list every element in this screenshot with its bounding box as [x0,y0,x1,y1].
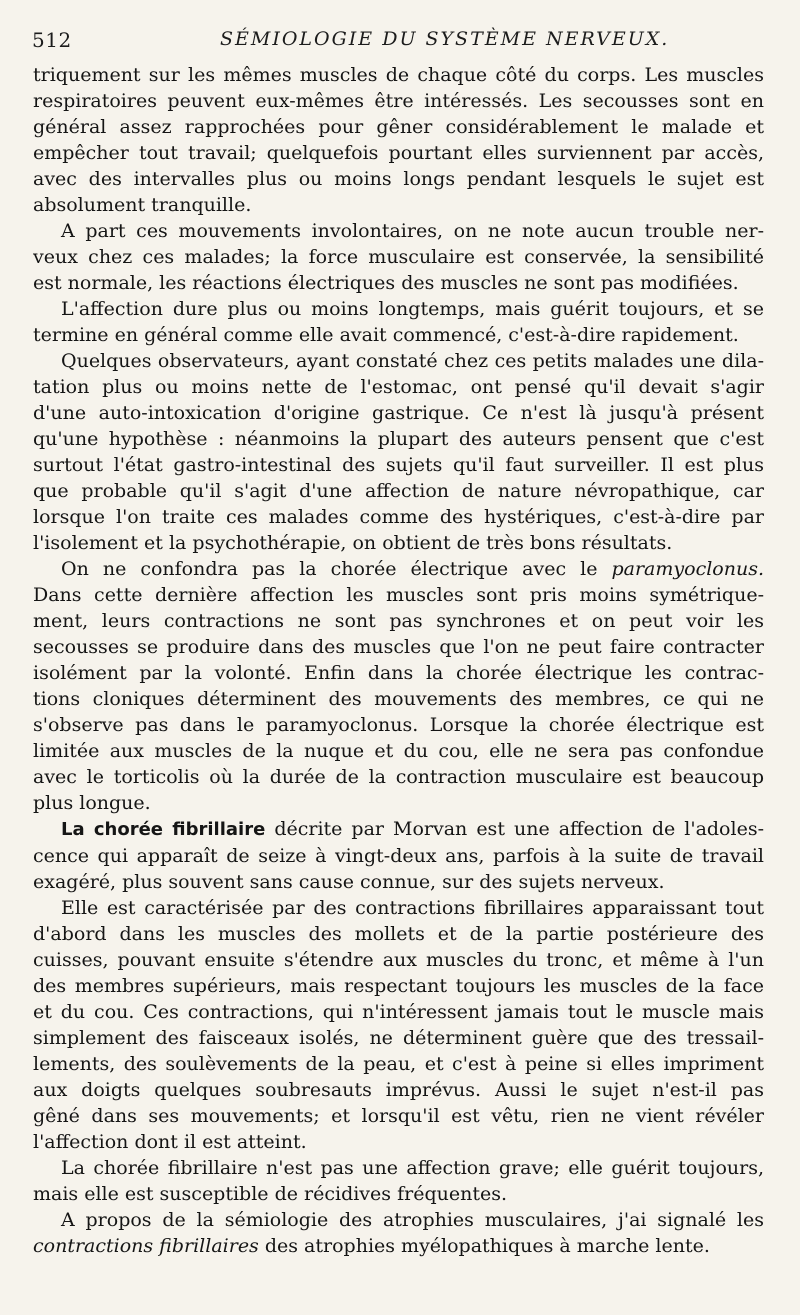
text-line: respiratoires peuvent eux-mêmes être intéressés. Les secousses sont en [33,90,764,112]
text-line: que probable qu'il s'agit d'une affection de nature névropathique, car [33,480,764,502]
bold-term: La chorée fibrillaire [61,819,266,840]
paragraph [33,296,764,348]
paragraph [33,1155,764,1207]
text-line: lements, des soulèvements de la peau, et c'est à peine si elles impriment [33,1053,764,1075]
text-line: d'une auto-intoxication d'origine gastrique. Ce n'est là jusqu'à présent [33,402,764,424]
text-line: Elle est caractérisée par des contractions fibrillaires apparaissant tout [61,897,764,919]
body-text [33,62,764,1259]
text-line: des membres supérieurs, mais respectant toujours les muscles de la face [33,975,764,997]
paragraph [33,218,764,296]
paragraph [33,895,764,1155]
page-header [32,28,766,52]
text-line [33,1233,764,1259]
text-line: plus longue. [33,792,151,814]
text-segment: On ne confondra pas la chorée électrique avec le [61,558,598,580]
text-line [33,556,764,582]
text-line [33,816,764,843]
text-line: l'affection dont il est atteint. [33,1131,307,1153]
italic-term: contractions fibrillaires [33,1235,259,1257]
paragraph [33,62,764,218]
text-line: qu'une hypothèse : néanmoins la plupart des auteurs pensent que c'est [33,428,764,450]
text-line: La chorée fibrillaire n'est pas une affection grave; elle guérit toujours, [61,1157,764,1179]
text-line: cuisses, pouvant ensuite s'étendre aux muscles du tronc, et même à l'un [33,949,764,971]
text-line: A propos de la sémiologie des atrophies musculaires, j'ai signalé les [61,1209,764,1231]
text-line: Quelques observateurs, ayant constaté chez ces petits malades une dila- [61,350,764,372]
paragraph [33,348,764,556]
text-line: veux chez ces malades; la force musculaire est conservée, la sensibilité [33,246,764,268]
text-line: d'abord dans les muscles des mollets et de la partie postérieure des [33,923,764,945]
text-line: s'observe pas dans le paramyoclonus. Lorsque la chorée électrique est [33,714,764,736]
running-head: SÉMIOLOGIE DU SYSTÈME NERVEUX. [220,28,670,50]
text-line: surtout l'état gastro-intestinal des sujets qu'il faut surveiller. Il est plus [33,454,764,476]
text-line: termine en général comme elle avait commencé, c'est-à-dire rapidement. [33,324,739,346]
text-line: triquement sur les mêmes muscles de chaque côté du corps. Les muscles [33,64,764,86]
text-line: avec le torticolis où la durée de la contraction musculaire est beaucoup [33,766,764,788]
text-segment: des atrophies myélopathiques à marche lente. [264,1235,710,1257]
paragraph [33,556,764,816]
text-line: tation plus ou moins nette de l'estomac, ont pensé qu'il devait s'agir [33,376,764,398]
text-line: gêné dans ses mouvements; et lorsqu'il est vêtu, rien ne vient révéler [33,1105,764,1127]
paragraph [33,1207,764,1259]
text-line: exagéré, plus souvent sans cause connue, sur des sujets nerveux. [33,871,665,893]
text-line: et du cou. Ces contractions, qui n'intéressent jamais tout le muscle mais [33,1001,764,1023]
text-line: est normale, les réactions électriques des muscles ne sont pas modifiées. [33,272,739,294]
text-line: cence qui apparaît de seize à vingt-deux ans, parfois à la suite de travail [33,845,764,867]
text-line: Dans cette dernière affection les muscles sont pris moins symétrique- [33,584,764,606]
text-line: l'isolement et la psychothérapie, on obtient de très bons résultats. [33,532,673,554]
text-line: limitée aux muscles de la nuque et du cou, elle ne sera pas confondue [33,740,764,762]
italic-term: paramyoclonus. [611,558,764,580]
text-line: absolument tranquille. [33,194,252,216]
text-line: mais elle est susceptible de récidives fréquentes. [33,1183,507,1205]
text-line: général assez rapprochées pour gêner considérablement le malade et [33,116,764,138]
text-line: A part ces mouvements involontaires, on ne note aucun trouble ner- [61,220,764,242]
text-line: tions cloniques déterminent des mouvements des membres, ce qui ne [33,688,764,710]
text-line: isolément par la volonté. Enfin dans la chorée électrique les contrac- [33,662,764,684]
text-line: avec des intervalles plus ou moins longs pendant lesquels le sujet est [33,168,764,190]
text-line: secousses se produire dans des muscles que l'on ne peut faire contracter [33,636,764,658]
text-line: L'affection dure plus ou moins longtemps, mais guérit toujours, et se [61,298,764,320]
text-segment: décrite par Morvan est une affection de l'adoles- [274,818,764,840]
text-line: ment, leurs contractions ne sont pas synchrones et on peut voir les [33,610,764,632]
paragraph [33,816,764,895]
text-line: lorsque l'on traite ces malades comme des hystériques, c'est-à-dire par [33,506,764,528]
page-number: 512 [32,28,72,52]
text-line: empêcher tout travail; quelquefois pourtant elles surviennent par accès, [33,142,764,164]
text-line: simplement des faisceaux isolés, ne déterminent guère que des tressail- [33,1027,764,1049]
text-line: aux doigts quelques soubresauts imprévus. Aussi le sujet n'est-il pas [33,1079,764,1101]
